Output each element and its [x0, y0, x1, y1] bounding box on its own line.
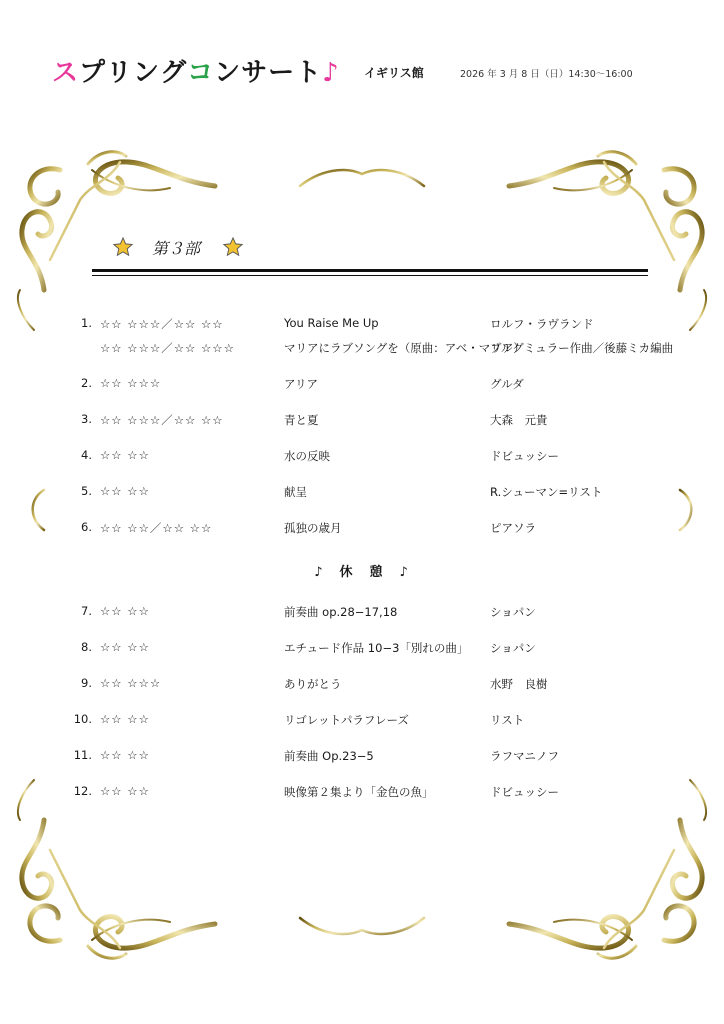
- venue: イギリス館: [364, 66, 424, 80]
- performer-names: ☆☆ ☆☆: [100, 448, 150, 462]
- composer-name: R.シューマン=リスト: [490, 485, 603, 499]
- performer-names: ☆☆ ☆☆☆／☆☆ ☆☆☆: [100, 341, 235, 355]
- composer-name: グルダ: [490, 377, 524, 391]
- piece-title: エチュード作品 10−3「別れの曲」: [284, 641, 469, 655]
- section-heading: [112, 232, 312, 262]
- title-char: コ: [187, 58, 215, 88]
- title-char: リ: [106, 58, 134, 88]
- performer-names: ☆☆ ☆☆: [100, 748, 150, 762]
- piece-title: 青と夏: [284, 413, 319, 427]
- header: [52, 52, 692, 88]
- program-number: 11.: [73, 748, 92, 762]
- performer-names: ☆☆ ☆☆☆: [100, 676, 162, 690]
- piece-title: 前奏曲 op.28−17,18: [284, 605, 398, 619]
- program-number: 7.: [81, 604, 92, 618]
- piece-title: 前奏曲 Op.23−5: [284, 749, 374, 763]
- piece-title: ありがとう: [284, 677, 342, 691]
- composer-name: ショパン: [490, 641, 536, 655]
- program-number: 5.: [81, 484, 92, 498]
- performer-names: ☆☆ ☆☆: [100, 784, 150, 798]
- title-char: プ: [79, 58, 107, 88]
- section-title: 第３部: [152, 239, 201, 258]
- title-char: ♪: [322, 58, 340, 88]
- performer-names: ☆☆ ☆☆: [100, 712, 150, 726]
- title-char: ー: [268, 58, 296, 88]
- title-char: ン: [214, 58, 242, 88]
- program-number: 12.: [73, 784, 92, 798]
- piece-title: 映像第２集より「金色の魚」: [284, 785, 434, 799]
- program-number: 8.: [81, 640, 92, 654]
- piece-title: アリア: [284, 377, 319, 391]
- title-char: ス: [52, 58, 80, 88]
- performer-names: ☆☆ ☆☆／☆☆ ☆☆: [100, 521, 213, 535]
- ornamental-frame: [0, 140, 724, 970]
- program-number: 3.: [81, 412, 92, 426]
- composer-name: ピアソラ: [490, 521, 536, 535]
- piece-title: マリアにラブソングを（原曲：アベ・マリア）: [284, 341, 525, 355]
- star-icon: [222, 236, 244, 258]
- piece-title: 孤独の歳月: [284, 521, 342, 535]
- section-rule-thin: [92, 275, 648, 276]
- composer-name: ロルフ・ラヴランド: [490, 317, 594, 331]
- program-number: 9.: [81, 676, 92, 690]
- intermission: ♪ 休 憩 ♪: [314, 565, 410, 580]
- performer-names: ☆☆ ☆☆☆: [100, 376, 162, 390]
- composer-name: ドビュッシー: [490, 785, 559, 799]
- program-number: 10.: [73, 712, 92, 726]
- piece-title: 献呈: [284, 485, 307, 499]
- concert-title: [52, 52, 340, 89]
- star-icon: [112, 236, 134, 258]
- title-char: ト: [295, 58, 323, 88]
- section-rule-thick: [92, 269, 648, 272]
- performer-names: ☆☆ ☆☆: [100, 640, 150, 654]
- composer-name: ブルグミュラー作曲／後藤ミカ編曲: [490, 341, 674, 355]
- event-datetime: 2026 年 3 月 8 日（日）14:30～16:00: [460, 69, 633, 80]
- piece-title: リゴレットパラフレーズ: [284, 713, 409, 727]
- program-number: 1.: [81, 316, 92, 330]
- piece-title: 水の反映: [284, 449, 330, 463]
- performer-names: ☆☆ ☆☆☆／☆☆ ☆☆: [100, 317, 224, 331]
- composer-name: ドビュッシー: [490, 449, 559, 463]
- performer-names: ☆☆ ☆☆: [100, 484, 150, 498]
- composer-name: ラフマニノフ: [490, 749, 559, 763]
- performer-names: ☆☆ ☆☆☆／☆☆ ☆☆: [100, 413, 224, 427]
- composer-name: ショパン: [490, 605, 536, 619]
- program-number: 6.: [81, 520, 92, 534]
- piece-title: You Raise Me Up: [284, 316, 379, 330]
- performer-names: ☆☆ ☆☆: [100, 604, 150, 618]
- title-char: ン: [133, 58, 161, 88]
- program-number: 4.: [81, 448, 92, 462]
- composer-name: 水野 良樹: [490, 677, 548, 691]
- program-number: 2.: [81, 376, 92, 390]
- title-char: グ: [160, 58, 188, 88]
- composer-name: リスト: [490, 713, 525, 727]
- title-char: サ: [241, 58, 269, 88]
- composer-name: 大森 元貴: [490, 413, 548, 427]
